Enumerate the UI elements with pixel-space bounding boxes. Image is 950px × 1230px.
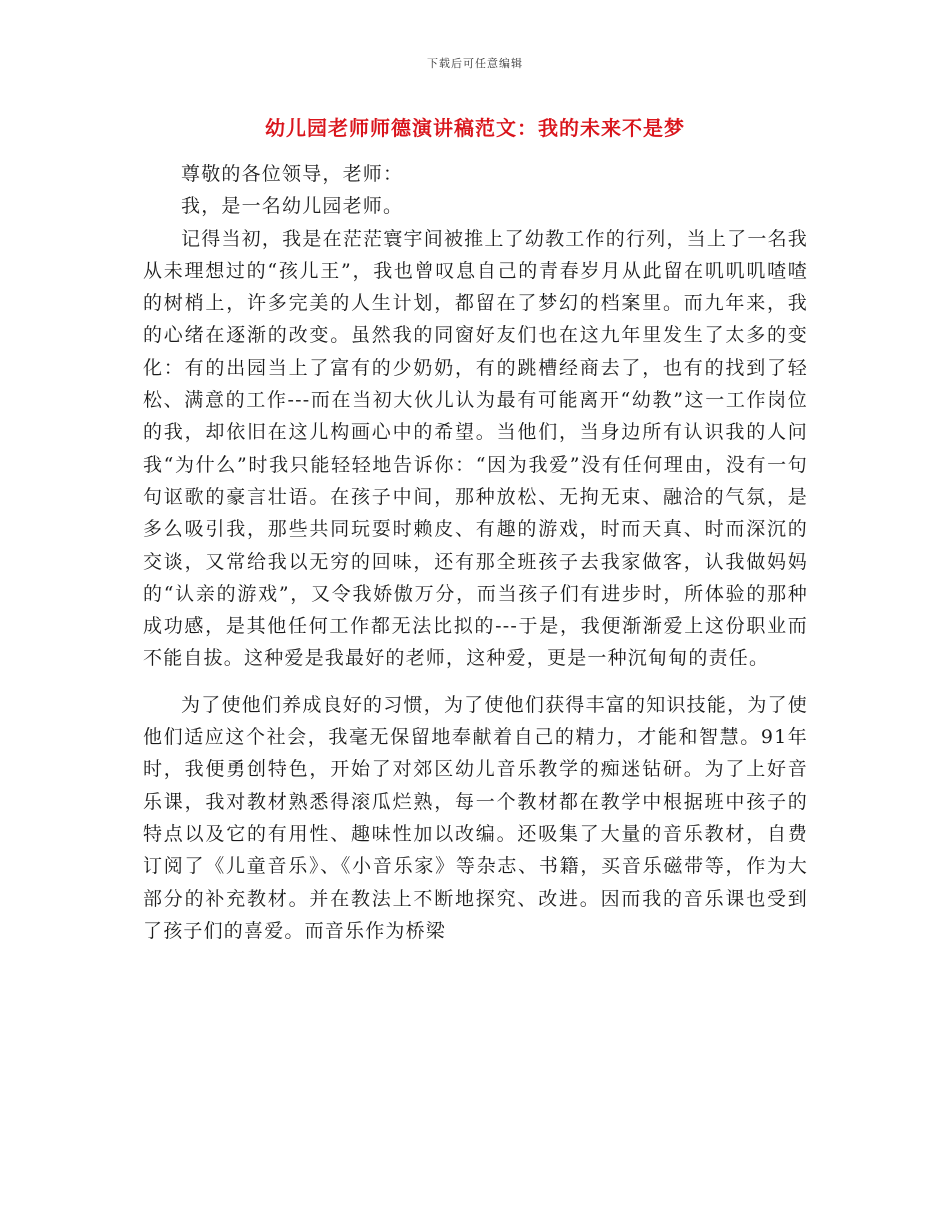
intro-paragraph: 我，是一名幼儿园老师。 [181,195,404,218]
document-body [143,158,808,947]
paragraph-1: 记得当初，我是在茫茫寰宇间被推上了幼教工作的行列，当上了一名我从未理想过的“孩儿王”，我也曾叹息自己的青春岁月从此留在叽叽叽喳喳的树梢上，许多完美的人生计划，都留在了梦幻的档案里。而九年来，我的心绪在逐渐的改变。虽然我的同窗好友们也在这九年里发生了太多的变化：有的出园当上了富有的少奶奶，有的跳槽经商去了，也有的找到了轻松、满意的工作---而在当初大伙儿认为最有可能离开“幼教”这一工作岗位的我，却依旧在这儿构画心中的希望。当他们，当身边所有认识我的人问我“为什么”时我只能轻轻地告诉你：“因为我爱”没有任何理由，没有一句句讴歌的豪言壮语。在孩子中间，那种放松、无拘无束、融洽的气氛，是多么吸引我，那些共同玩耍时赖皮、有趣的游戏，时而天真、时而深沉的交谈，又常给我以无穷的回味，还有那全班孩子去我家做客，认我做妈妈的“认亲的游戏”，又令我娇傲万分，而当孩子们有进步时，所体验的那种成功感，是其他任何工作都无法比拟的---于是，我便渐渐爱上这份职业而不能自拔。这种爱是我最好的老师，这种爱，更是一种沉甸甸的责任。 [143,227,808,670]
document-title: 幼儿园老师师德演讲稿范文：我的未来不是梦 [265,116,685,140]
header-note: 下载后可任意编辑 [427,57,523,70]
paragraph-2: 为了使他们养成良好的习惯，为了使他们获得丰富的知识技能，为了使他们适应这个社会，我毫无保留地奉献着自己的精力，才能和智慧。91年时，我便勇创特色，开始了对郊区幼儿音乐教学的痴迷钻研。为了上好音乐课，我对教材熟悉得滚瓜烂熟，每一个教材都在教学中根据班中孩子的特点以及它的有用性、趣味性加以改编。还吸集了大量的音乐教材，自费订阅了《儿童音乐》、《小音乐家》等杂志、书籍，买音乐磁带等，作为大部分的补充教材。并在教法上不断地探究、改进。因而我的音乐课也受到了孩子们的喜爱。而音乐作为桥梁 [143,693,808,942]
salutation: 尊敬的各位领导，老师： [181,163,404,185]
